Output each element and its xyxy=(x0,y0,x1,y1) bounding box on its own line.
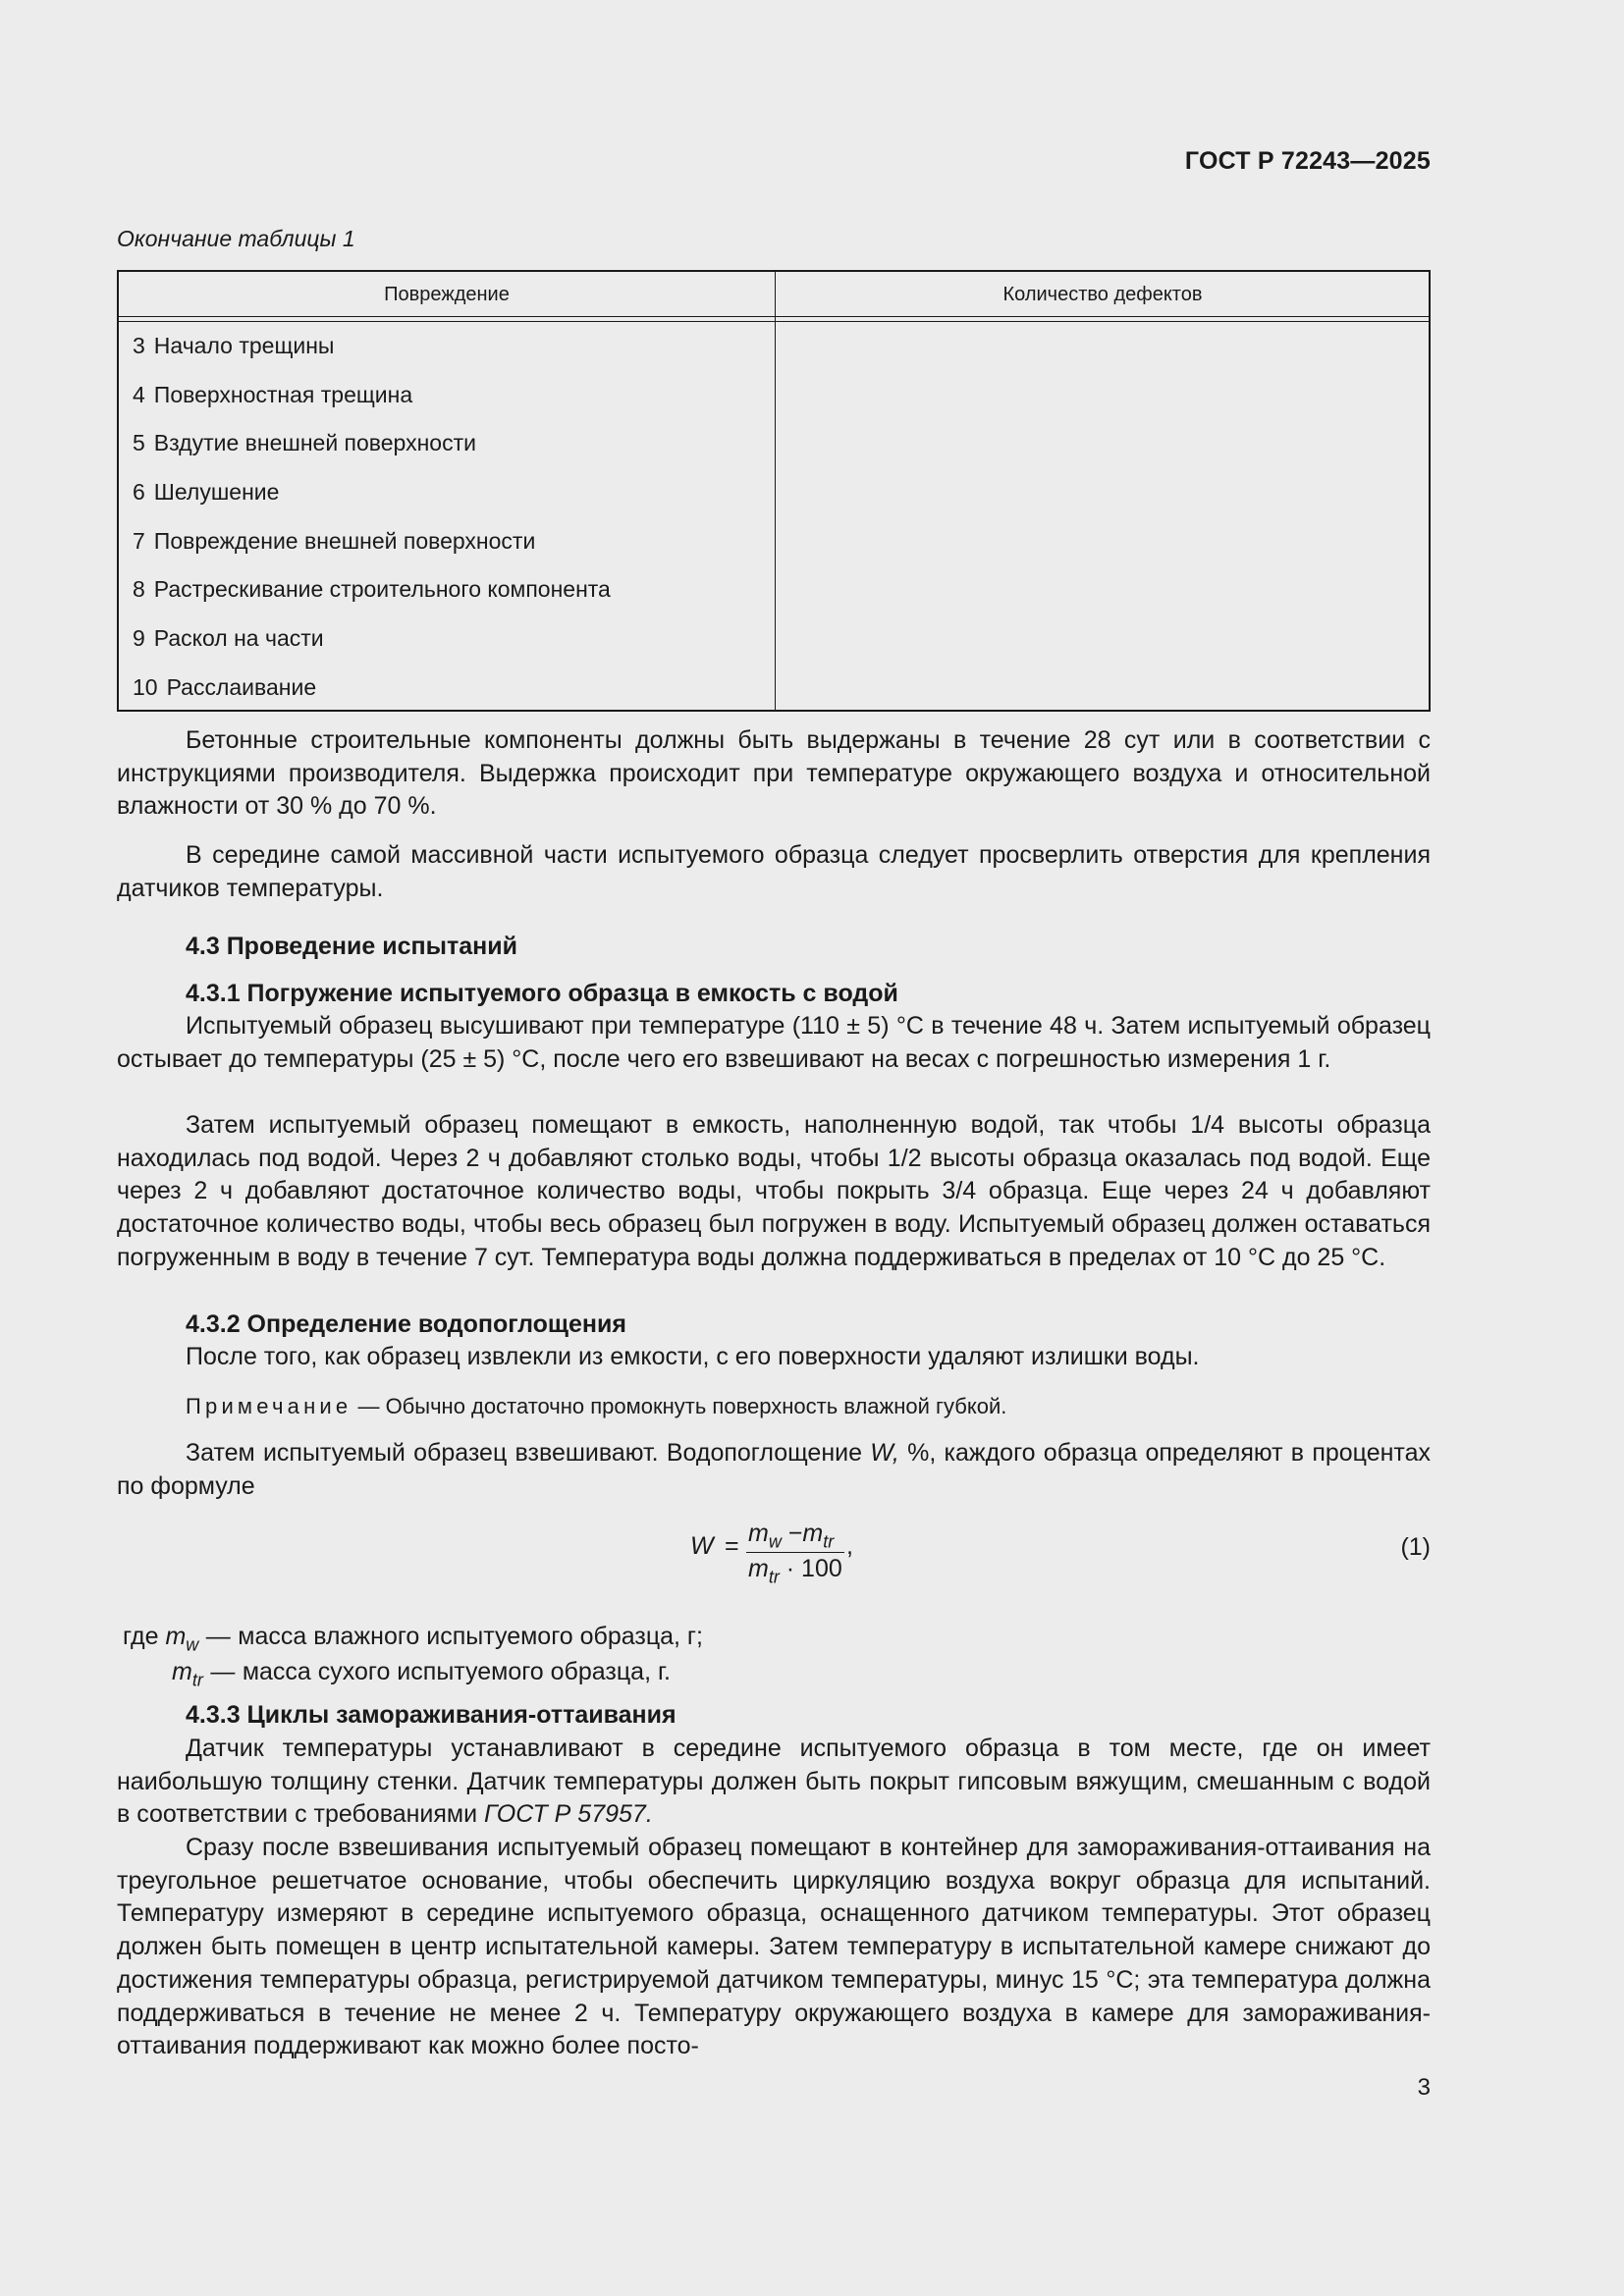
table-row xyxy=(133,428,611,477)
symbol-m: m xyxy=(165,1623,187,1650)
table-row xyxy=(133,574,611,623)
table-header-rule xyxy=(119,316,1429,317)
section-heading-4-3: 4.3 Проведение испытаний xyxy=(186,933,517,960)
row-number: 8 xyxy=(133,576,145,603)
note-label: Примечание xyxy=(186,1394,352,1418)
table-row xyxy=(133,526,611,575)
table-row xyxy=(133,623,611,672)
table-header-damage: Повреждение xyxy=(384,284,510,305)
section-heading-4-3-1: 4.3.1 Погружение испытуемого образца в емкость с водой xyxy=(186,980,898,1007)
paragraph-sensor xyxy=(117,1733,1431,1832)
row-label: Раскол на части xyxy=(153,625,324,652)
times-100: · 100 xyxy=(779,1555,842,1582)
table-row xyxy=(133,477,611,526)
formula-lhs: W xyxy=(690,1532,714,1560)
table-rows xyxy=(133,331,611,721)
where-definition: масса влажного испытуемого образца, г; xyxy=(238,1623,703,1650)
symbol-m: m xyxy=(748,1555,769,1582)
row-label: Шелушение xyxy=(153,479,280,506)
formula-denominator xyxy=(748,1555,842,1587)
formula-numerator xyxy=(748,1520,834,1552)
table-header-rule xyxy=(119,321,1429,322)
table-row xyxy=(133,380,611,429)
standard-number: ГОСТ Р 72243—2025 xyxy=(1184,147,1431,175)
where-line-mtr xyxy=(172,1654,671,1697)
row-label: Поверхностная трещина xyxy=(153,381,413,407)
where-definition: масса сухого испытуемого образца, г. xyxy=(242,1658,671,1685)
row-label: Повреждение внешней поверхности xyxy=(153,527,536,554)
note-text: — Обычно достаточно промокнуть поверхность влажной губкой. xyxy=(352,1394,1007,1418)
section-heading-4-3-3: 4.3.3 Циклы замораживания-оттаивания xyxy=(186,1701,677,1729)
table-row xyxy=(133,672,611,721)
row-label: Расслаивание xyxy=(166,673,317,700)
formula-equals: = xyxy=(725,1532,739,1560)
equation-number: (1) xyxy=(1400,1533,1431,1561)
damage-table xyxy=(117,270,1431,712)
subscript-w: w xyxy=(186,1634,199,1655)
paragraph-drying: Испытуемый образец высушивают при температуре (110 ± 5) °С в течение 48 ч. Затем испытуемый образец остывает до температуры (25 ± 5) °С, после чего его взвешивают на весах с погрешностью измерения 1 г. xyxy=(117,1012,1431,1073)
row-label: Вздутие внешней поверхности xyxy=(153,430,476,456)
text-run: Затем испытуемый образец взвешивают. Водопоглощение xyxy=(186,1439,871,1467)
where-word: где xyxy=(123,1623,159,1650)
where-dash: — xyxy=(210,1658,236,1685)
subscript-tr: tr xyxy=(768,1567,780,1587)
row-number: 7 xyxy=(133,527,145,554)
subscript-tr: tr xyxy=(191,1670,203,1690)
text-run: %, каждого образца определяют в процентах по формуле xyxy=(117,1439,1431,1500)
page-number: 3 xyxy=(1417,2074,1431,2101)
paragraph-remove-water: После того, как образец извлекли из емкости, с его поверхности удаляют излишки воды. xyxy=(186,1343,1200,1370)
where-dash: — xyxy=(205,1623,231,1650)
row-label: Растрескивание строительного компонента xyxy=(153,576,611,603)
paragraph-immersion: Затем испытуемый образец помещают в емкость, наполненную водой, так чтобы 1/4 высоты образца находилась под водой. Через 2 ч добавляют столько воды, чтобы 1/2 высоты образца оказалась под водой. Еще через 2 ч добавляют достаточное количество воды, чтобы покрыть 3/4 образца. Еще через 24 ч добавляют достаточное количество воды, чтобы весь образец был погружен в воду. Испытуемый образец должен оставаться погруженным в воду в течение 7 сут. Температура воды должна поддерживаться в пределах от 10 °С до 25 °С. xyxy=(117,1111,1431,1271)
symbol-m: m xyxy=(172,1658,192,1685)
note xyxy=(186,1392,1006,1421)
table-column-divider xyxy=(775,272,776,710)
row-number: 5 xyxy=(133,430,145,456)
section-heading-4-3-2: 4.3.2 Определение водопоглощения xyxy=(186,1310,626,1338)
symbol-m: m xyxy=(802,1520,824,1547)
paragraph-curing: Бетонные строительные компоненты должны быть выдержаны в течение 28 сут или в соответствии с инструкциями производителя. Выдержка происходит при температуре окружающего воздуха и относительной влажности от 30 % до 70 %. xyxy=(117,726,1431,821)
table-caption: Окончание таблицы 1 xyxy=(117,226,355,251)
table-row xyxy=(133,331,611,380)
subscript-w: w xyxy=(768,1531,782,1552)
row-number: 9 xyxy=(133,625,145,652)
fraction-bar xyxy=(746,1552,844,1553)
text-run: Датчик температуры устанавливают в середине испытуемого образца в том месте, где он имеет наибольшую толщину стенки. Датчик температуры должен быть покрыт гипсовым вяжущим, смешанным с водой в соответствии с требованиями xyxy=(117,1735,1431,1829)
row-label: Начало трещины xyxy=(153,333,335,358)
row-number: 6 xyxy=(133,479,145,506)
symbol-m: m xyxy=(748,1520,769,1547)
formula-water-absorption xyxy=(687,1520,884,1588)
paragraph-freeze-thaw: Сразу после взвешивания испытуемый образец помещают в контейнер для замораживания-оттаивания на треугольное решетчатое основание, чтобы обеспечить циркуляцию воздуха вокруг образца для испытаний. Температуру измеряют в середине испытуемого образца, оснащенного датчиком температуры. Этот образец должен быть помещен в центр испытательной камеры. Затем температуру в испытательной камере снижают до достижения температуры образца, регистрируемой датчиком температуры, минус 15 °С; эта температура должна поддерживаться в течение не менее 2 ч. Температуру окружающего воздуха в камере для замораживания-оттаивания поддерживают как можно более посто- xyxy=(117,1834,1431,2060)
formula-comma: , xyxy=(846,1532,853,1560)
minus-sign: − xyxy=(781,1520,803,1547)
row-number: 4 xyxy=(133,381,145,407)
table-header-defect-count: Количество дефектов xyxy=(1002,284,1203,305)
paragraph-formula-intro xyxy=(117,1437,1431,1503)
paragraph-drilling: В середине самой массивной части испытуемого образца следует просверлить отверстия для крепления датчиков температуры. xyxy=(117,841,1431,902)
row-number: 3 xyxy=(133,333,145,358)
row-number: 10 xyxy=(133,673,158,700)
variable-w: W, xyxy=(870,1439,899,1467)
subscript-tr: tr xyxy=(823,1531,835,1552)
standard-reference: ГОСТ Р 57957. xyxy=(484,1800,653,1829)
